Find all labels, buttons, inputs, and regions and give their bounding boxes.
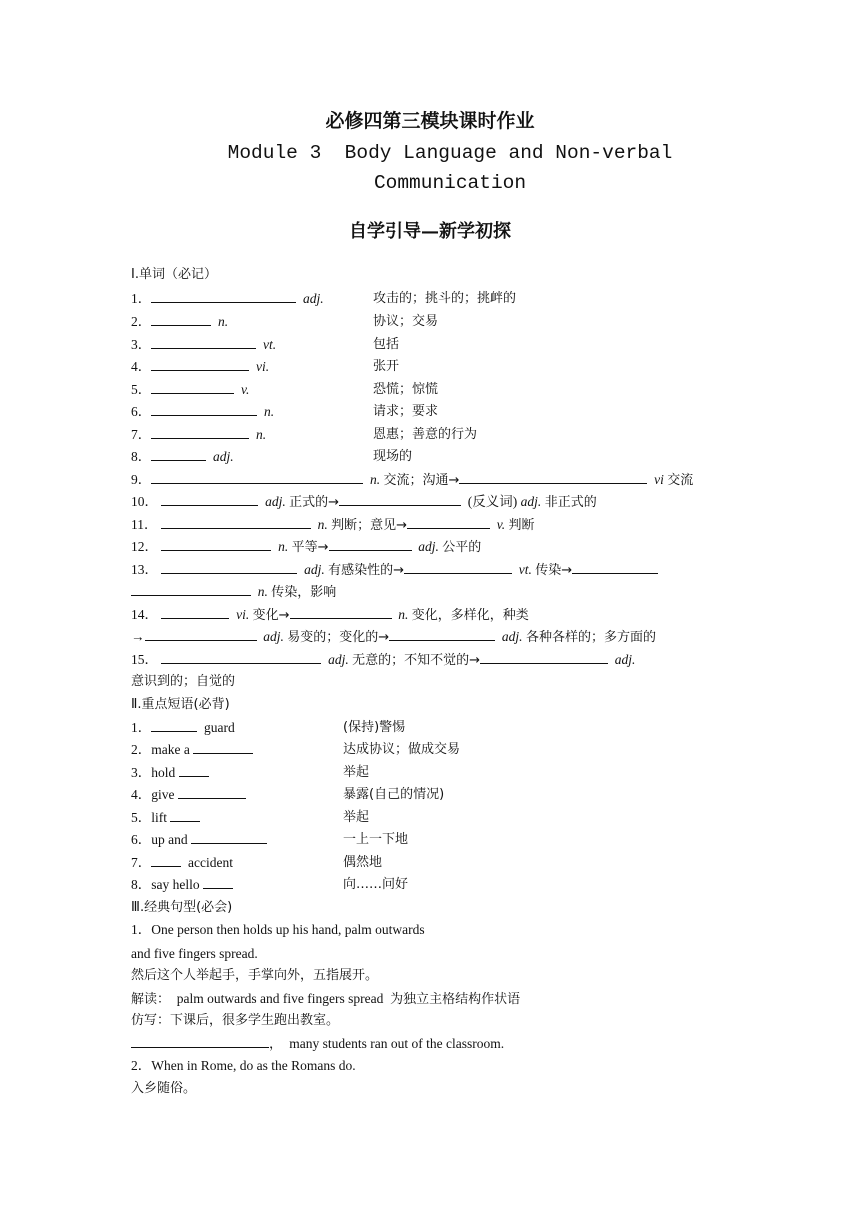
vocab-item-7: 7． n.: [131, 424, 266, 446]
phrase-meaning-6: 一上一下地: [343, 832, 409, 847]
answer-blank[interactable]: [151, 469, 363, 484]
vocab-item-8: 8． adj.: [131, 446, 234, 468]
vocab-item-1: 1． adj.: [131, 288, 324, 310]
vocab-meaning-4: 张开: [373, 359, 400, 374]
answer-blank[interactable]: [191, 829, 267, 844]
phrase-meaning-8: 向……问好: [343, 877, 409, 892]
sentence2-translation: 入乡随俗。: [131, 1081, 197, 1096]
vocab-meaning-8: 现场的: [373, 449, 413, 464]
answer-blank[interactable]: [151, 717, 197, 732]
phrase-item-1: 1． guard: [131, 717, 235, 739]
answer-blank[interactable]: [290, 604, 392, 619]
answer-blank[interactable]: [203, 874, 233, 889]
vocab-item-3: 3． vt.: [131, 334, 276, 356]
vocab-meaning-2: 协议；交易: [373, 314, 439, 329]
sentence2-line1: 2．When in Rome, do as the Romans do.: [131, 1058, 356, 1073]
vocab-item-15-cont: 意识到的；自觉的: [131, 674, 236, 689]
phrase-item-3: 3．hold: [131, 762, 209, 784]
answer-blank[interactable]: [572, 559, 658, 574]
answer-blank[interactable]: [179, 762, 209, 777]
answer-blank[interactable]: [407, 514, 490, 529]
answer-blank[interactable]: [151, 401, 257, 416]
answer-blank[interactable]: [151, 852, 181, 867]
phrase-item-7: 7． accident: [131, 852, 233, 874]
phrase-item-4: 4．give: [131, 784, 246, 806]
vocab-item-2: 2． n.: [131, 311, 228, 333]
vocab-item-13-cont: n. 传染，影响: [131, 581, 336, 603]
phrase-meaning-5: 举起: [343, 810, 370, 825]
phrase-item-8: 8．say hello: [131, 874, 233, 896]
answer-blank[interactable]: [161, 604, 229, 619]
sentence1-line1: 1．One person then holds up his hand, palm outwards: [131, 922, 425, 937]
section1-heading: Ⅰ.单词（必记）: [131, 267, 217, 282]
answer-blank[interactable]: [170, 807, 200, 822]
answer-blank[interactable]: [339, 491, 461, 506]
answer-blank[interactable]: [193, 739, 253, 754]
page-title-en: Module 3 Body Language and Non-verbal Communication: [227, 142, 685, 194]
answer-blank[interactable]: [161, 514, 311, 529]
answer-blank[interactable]: [151, 424, 249, 439]
vocab-item-14: 14． vi. 变化→ n. 变化，多样化，种类: [131, 604, 529, 626]
answer-blank[interactable]: [131, 581, 251, 596]
vocab-item-10: 10． adj. 正式的→ (反义词) adj. 非正式的: [131, 491, 597, 513]
sentence1-translation: 然后这个人举起手，手掌向外，五指展开。: [131, 968, 379, 983]
section3-heading: Ⅲ.经典句型(必会): [131, 900, 233, 915]
vocab-meaning-7: 恩惠；善意的行为: [373, 427, 478, 442]
phrase-meaning-3: 举起: [343, 765, 370, 780]
vocab-meaning-6: 请求；要求: [373, 404, 439, 419]
vocab-item-12: 12． n. 平等→ adj. 公平的: [131, 536, 481, 558]
vocab-meaning-1: 攻击的；挑斗的；挑衅的: [373, 291, 517, 306]
vocab-meaning-5: 恐慌；惊慌: [373, 382, 439, 397]
answer-blank[interactable]: [151, 311, 211, 326]
phrase-item-5: 5．lift: [131, 807, 200, 829]
vocab-item-15: 15． adj. 无意的；不知不觉的→ adj.: [131, 649, 635, 671]
phrase-meaning-2: 达成协议；做成交易: [343, 742, 461, 757]
answer-blank[interactable]: [161, 491, 258, 506]
answer-blank[interactable]: [151, 288, 296, 303]
answer-blank[interactable]: [459, 469, 647, 484]
phrase-meaning-7: 偶然地: [343, 855, 383, 870]
vocab-item-11: 11． n. 判断；意见→ v. 判断: [131, 514, 535, 536]
answer-blank[interactable]: [145, 626, 257, 641]
phrase-meaning-4: 暴露(自己的情况): [343, 787, 445, 802]
answer-blank[interactable]: [151, 356, 249, 371]
phrase-meaning-1: (保持)警惕: [343, 720, 406, 735]
phrase-item-2: 2．make a: [131, 739, 253, 761]
vocab-item-4: 4． vi.: [131, 356, 269, 378]
answer-blank[interactable]: [480, 649, 608, 664]
answer-blank[interactable]: [151, 379, 234, 394]
sentence1-imitate: 仿写：下课后，很多学生跑出教室。: [131, 1013, 340, 1028]
page-title-zh: 必修四第三模块课时作业: [325, 110, 535, 132]
sentence1-line2: and five fingers spread.: [131, 946, 258, 961]
vocab-item-9: 9． n. 交流；沟通→ vi 交流: [131, 469, 693, 491]
vocab-item-5: 5． v.: [131, 379, 249, 401]
section-subtitle: 自学引导—新学初探: [349, 221, 511, 242]
vocab-meaning-3: 包括: [373, 337, 400, 352]
vocab-item-13: 13． adj. 有感染性的→ vt. 传染→: [131, 559, 658, 581]
sentence1-answer: ， many students ran out of the classroom.: [131, 1033, 504, 1055]
answer-blank[interactable]: [389, 626, 495, 641]
answer-blank[interactable]: [161, 536, 271, 551]
answer-blank[interactable]: [151, 446, 206, 461]
sentence1-analysis: 解读： palm outwards and five fingers spread 为独立主格结构作状语: [131, 991, 521, 1007]
vocab-item-14-cont: → adj. 易变的；变化的→ adj. 各种各样的；多方面的: [131, 626, 656, 648]
answer-blank[interactable]: [329, 536, 412, 551]
phrase-item-6: 6．up and: [131, 829, 267, 851]
answer-blank[interactable]: [178, 784, 246, 799]
answer-blank[interactable]: [161, 649, 321, 664]
answer-blank[interactable]: [131, 1033, 269, 1048]
answer-blank[interactable]: [161, 559, 297, 574]
section2-heading: Ⅱ.重点短语(必背): [131, 697, 230, 712]
answer-blank[interactable]: [404, 559, 512, 574]
vocab-item-6: 6． n.: [131, 401, 274, 423]
answer-blank[interactable]: [151, 334, 256, 349]
